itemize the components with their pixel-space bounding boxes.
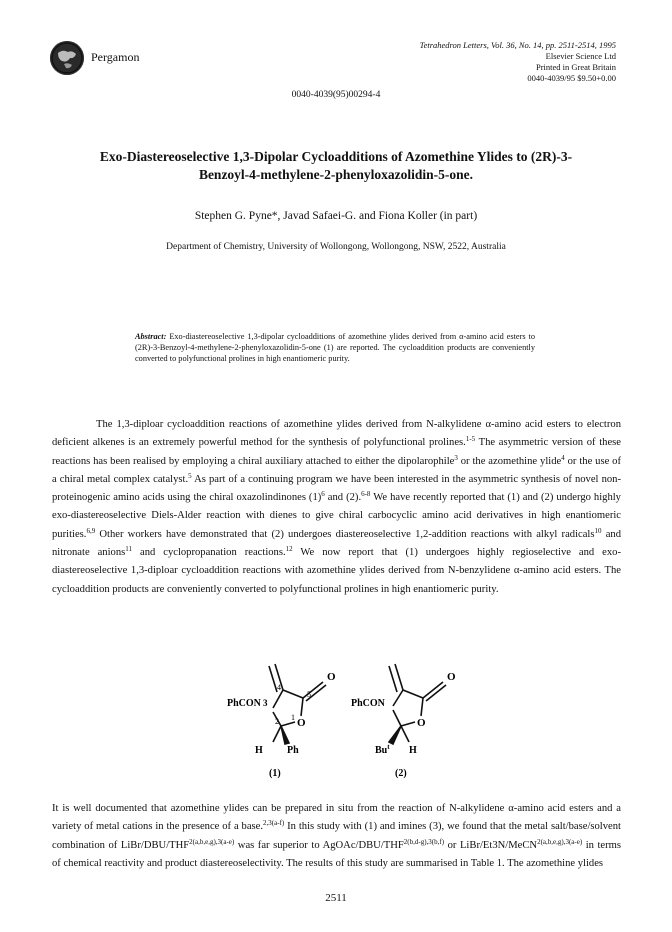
c1-locant-5: 5 [307,690,311,699]
p2-text: or LiBr/Et3N/MeCN [444,839,538,851]
c2-carbonyl-o: O [447,671,456,683]
citation: 2(a,b,e,g),3(a-e) [189,837,235,846]
c1-ph: Ph [287,745,299,756]
c1-locant-1: 1 [291,713,295,722]
body-paragraph-1 [52,416,621,599]
c1-h: H [255,745,263,756]
c2-tert-butyl [375,743,390,756]
compound-1-structure [269,664,326,744]
article-title [96,148,576,184]
p1-text: and nitronate anions [52,528,621,559]
c2-bu-superscript: t [387,743,390,751]
p2-text: In this study with (1) and imines (3), we found that the metal salt/base/solvent combination of LiBr/DBU/THF [52,821,621,851]
p1-text: or the use of a chiral metal complex catalyst. [52,455,622,485]
publisher-name: Pergamon [91,50,140,64]
affiliation: Department of Chemistry, University of Wollongong, Wollongong, NSW, 2522, Australia [166,242,506,252]
c1-carbonyl-o: O [327,671,336,683]
journal-line: Elsevier Science Ltd [545,51,616,61]
c2-h: H [409,745,417,756]
citation: 2(b,d-g),3(b,f) [403,837,445,846]
abstract-label: Abstract: [135,332,167,341]
c1-n-group: PhCON [227,698,261,709]
globe-icon [50,41,84,75]
citation: 4 [561,453,565,462]
c1-label: (1) [269,768,281,779]
compound-2-structure [389,664,446,744]
citation: 1-5 [465,435,476,444]
title-line-2: Benzoyl-4-methylene-2-phenyloxazolidin-5-one. [198,167,474,182]
chemical-structures [225,650,475,780]
p2-text: was far superior to AgOAc/DBU/THF [234,839,404,851]
citation: 10 [594,526,602,535]
citation: 6,9 [86,526,96,535]
p1-text: We now report that (1) undergoes highly regioselective and exo-diastereoselective 1,3-diploar cycloaddition reactions with azomethine ylides derived from N-benzylidene α-amino acid esters. The cycloaddition products are conveniently converted to polyfunctional prolines in high enantiomeric purity. [52,547,621,595]
p1-text: and (2). [324,492,362,504]
c2-ring-o: O [417,717,426,729]
c1-locant-2: 2 [275,717,279,726]
p1-text: or the azomethine ylide [457,455,562,467]
journal-citation [296,40,616,84]
doi-code: 0040-4039(95)00294-4 [291,90,381,100]
abstract [135,331,535,364]
p1-text: As part of a continuing program we have been interested in the asymmetric synthesis of novel non-proteinogenic amino acids using the chiral oxazolindinones (1) [52,473,621,504]
p1-text: and cyclopropanation reactions. [132,547,286,559]
citation: 12 [285,545,293,554]
page-number: 2511 [325,892,347,904]
citation: 3 [454,453,458,462]
citation: 2,3(a-f) [263,819,285,828]
citation: 5 [188,471,192,480]
p1-text: The asymmetric version of these reactions has been realised by employing a chiral auxiliary attached to either the dipolarophile [52,437,621,467]
p1-text: The 1,3-diploar cycloaddition reactions of azomethine ylides derived from N-alkylidene α-amino acid esters to electron deficient alkenes is an extremely powerful method for the synthesis of polyfunctional prolines. [52,419,621,449]
c2-label: (2) [395,768,407,779]
journal-line: Tetrahedron Letters, Vol. 36, No. 14, pp. 2511-2514, 1995 [419,40,616,50]
citation: 6 [321,490,325,499]
body-paragraph-2 [52,800,621,873]
c2-bu: Bu [375,745,388,756]
c1-n-number: 3 [263,698,268,708]
c1-locant-4: 4 [277,683,281,692]
citation: 11 [125,545,133,554]
journal-line: 0040-4039/95 $9.50+0.00 [527,73,616,83]
c2-n-group: PhCON [351,698,385,709]
author-list: Stephen G. Pyne*, Javad Safaei-G. and Fiona Koller (in part) [194,210,478,222]
c1-ring-o: O [297,717,306,729]
abstract-text: Exo-diastereoselective 1,3-dipolar cycloadditions of azomethine ylides derived from α-amino acid esters to (2R)-3-Benzoyl-4-methylene-2-phenyloxazolidin-5-one (1) are reported. The cycloaddition products are conveniently converted to polyfunctional prolines in high enantiomeric purity. [135,332,535,363]
pergamon-logo [50,41,84,75]
journal-line: Printed in Great Britain [535,62,616,72]
p1-text: We have recently reported that (1) and (2) undergo highly exo-diastereoselective Diels-Alder reaction with dienes to give chiral carbocyclic amino acid derivatives in high enantiomeric purities. [52,492,621,540]
p2-text: in terms of chemical reactivity and product diastereoselectivity. The results of this study are summarised in Table 1. The azomethine ylides [52,839,622,869]
p2-text: It is well documented that azomethine ylides can be prepared in situ from the reaction of N-alkylidene α-amino acid esters and a variety of metal cations in the presence of a base. [52,803,621,833]
title-line-1: Exo-Diastereoselective 1,3-Dipolar Cycloadditions of Azomethine Ylides to (2R)-3- [99,149,573,164]
citation: 6-8 [361,490,371,499]
citation: 2(a,b,e,g),3(a-e) [537,837,583,846]
p1-text: Other workers have demonstrated that (2) undergoes diastereoselective 1,2-addition reactions with alkyl radicals [95,528,595,540]
